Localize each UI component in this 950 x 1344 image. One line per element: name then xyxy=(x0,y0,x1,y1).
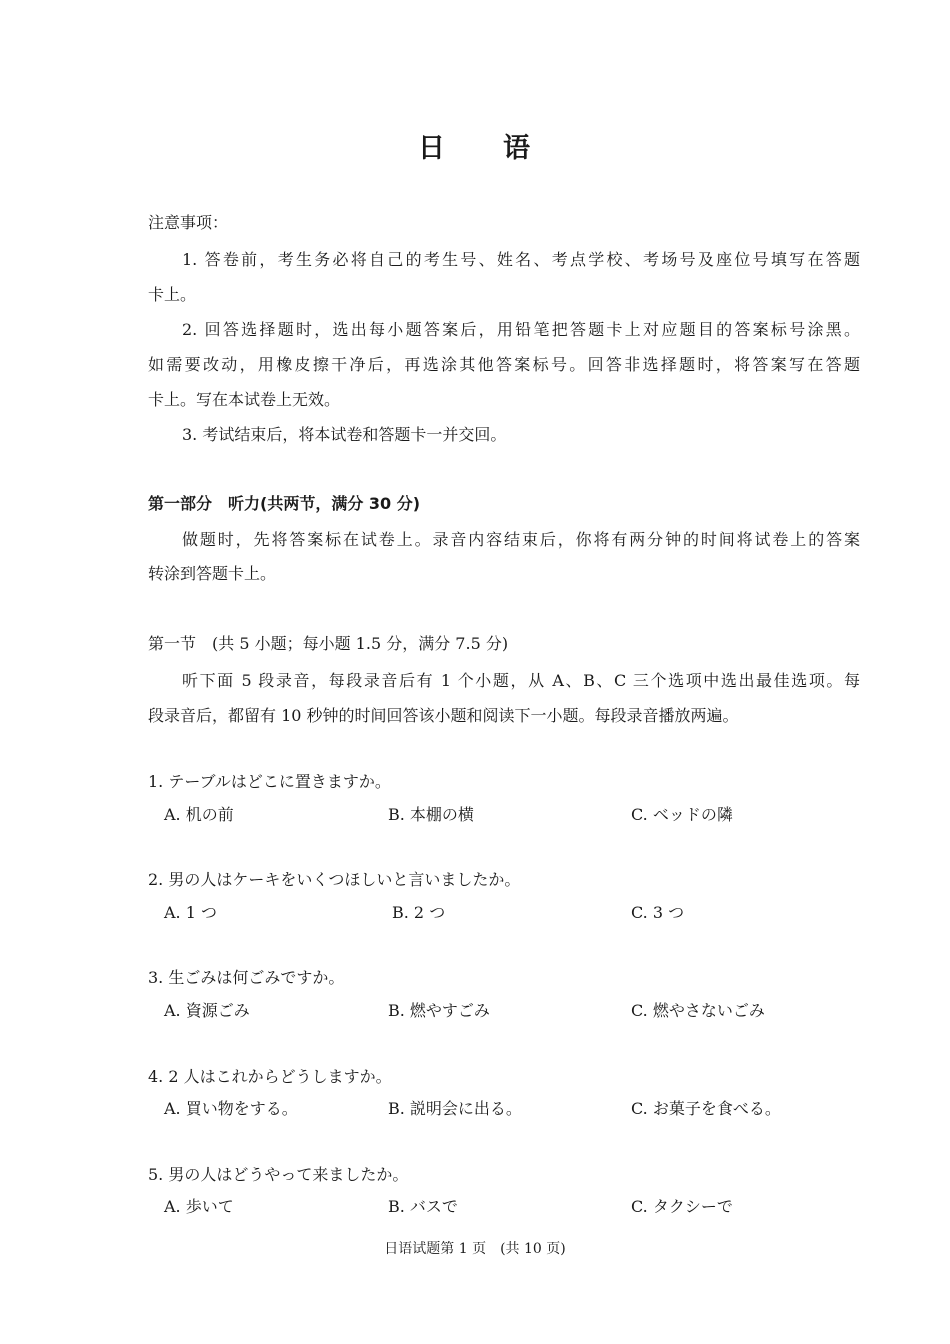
question-3-option-a: A. 資源ごみ xyxy=(164,1001,250,1020)
question-4-option-b: B. 説明会に出る。 xyxy=(388,1099,522,1118)
question-4: 4. 2 人はこれからどうしますか。 xyxy=(148,1067,392,1086)
notes-line-3: 2. 回答选择题时，选出每小题答案后，用铅笔把答题卡上对应题目的答案标号涂黑。 xyxy=(182,320,860,339)
question-1: 1. テーブルはどこに置きますか。 xyxy=(148,772,391,791)
section1-desc-1: 听下面 5 段录音，每段录音后有 1 个小题，从 A、B、C 三个选项中选出最佳选项。每 xyxy=(182,671,860,690)
question-1-option-b: B. 本棚の横 xyxy=(388,805,474,824)
question-2: 2. 男の人はケーキをいくつほしいと言いましたか。 xyxy=(148,870,521,889)
question-5-option-a: A. 歩いて xyxy=(164,1197,234,1216)
question-3: 3. 生ごみは何ごみですか。 xyxy=(148,968,345,987)
section1-heading: 第一节 (共 5 小题；每小题 1.5 分，满分 7.5 分) xyxy=(148,634,509,653)
part1-heading: 第一部分 听力(共两节，满分 30 分) xyxy=(148,494,421,513)
question-2-option-a: A. 1 つ xyxy=(164,903,217,922)
section1-desc-2: 段录音后，都留有 10 秒钟的时间回答该小题和阅读下一小题。每段录音播放两遍。 xyxy=(148,706,739,725)
notes-line-5: 卡上。写在本试卷上无效。 xyxy=(148,390,341,409)
question-1-option-a: A. 机の前 xyxy=(164,805,234,824)
question-4-option-c: C. お菓子を食べる。 xyxy=(631,1099,781,1118)
notes-heading: 注意事项： xyxy=(148,213,229,232)
title-char-2: 语 xyxy=(503,133,532,164)
notes-line-4: 如需要改动，用橡皮擦干净后，再选涂其他答案标号。回答非选择题时，将答案写在答题 xyxy=(148,355,860,374)
part1-desc-1: 做题时，先将答案标在试卷上。录音内容结束后，你将有两分钟的时间将试卷上的答案 xyxy=(182,530,860,549)
question-1-option-c: C. ベッドの隣 xyxy=(631,805,733,824)
question-2-option-c: C. 3 つ xyxy=(631,903,685,922)
question-4-option-a: A. 買い物をする。 xyxy=(164,1099,298,1118)
page-title xyxy=(0,126,950,165)
question-5-option-b: B. バスで xyxy=(388,1197,458,1216)
question-2-option-b: B. 2 つ xyxy=(392,903,446,922)
page-footer: 日语试题第 1 页 (共 10 页) xyxy=(384,1241,566,1257)
part1-desc-2: 转涂到答题卡上。 xyxy=(148,564,277,583)
notes-line-6: 3. 考试结束后，将本试卷和答题卡一并交回。 xyxy=(182,425,507,444)
notes-line-1: 1. 答卷前，考生务必将自己的考生号、姓名、考点学校、考场号及座位号填写在答题 xyxy=(182,250,860,269)
title-char-1: 日 xyxy=(418,133,447,164)
notes-line-2: 卡上。 xyxy=(148,285,197,304)
question-3-option-c: C. 燃やさないごみ xyxy=(631,1001,765,1020)
question-5-option-c: C. タクシーで xyxy=(631,1197,733,1216)
question-5: 5. 男の人はどうやって来ましたか。 xyxy=(148,1165,409,1184)
question-3-option-b: B. 燃やすごみ xyxy=(388,1001,490,1020)
